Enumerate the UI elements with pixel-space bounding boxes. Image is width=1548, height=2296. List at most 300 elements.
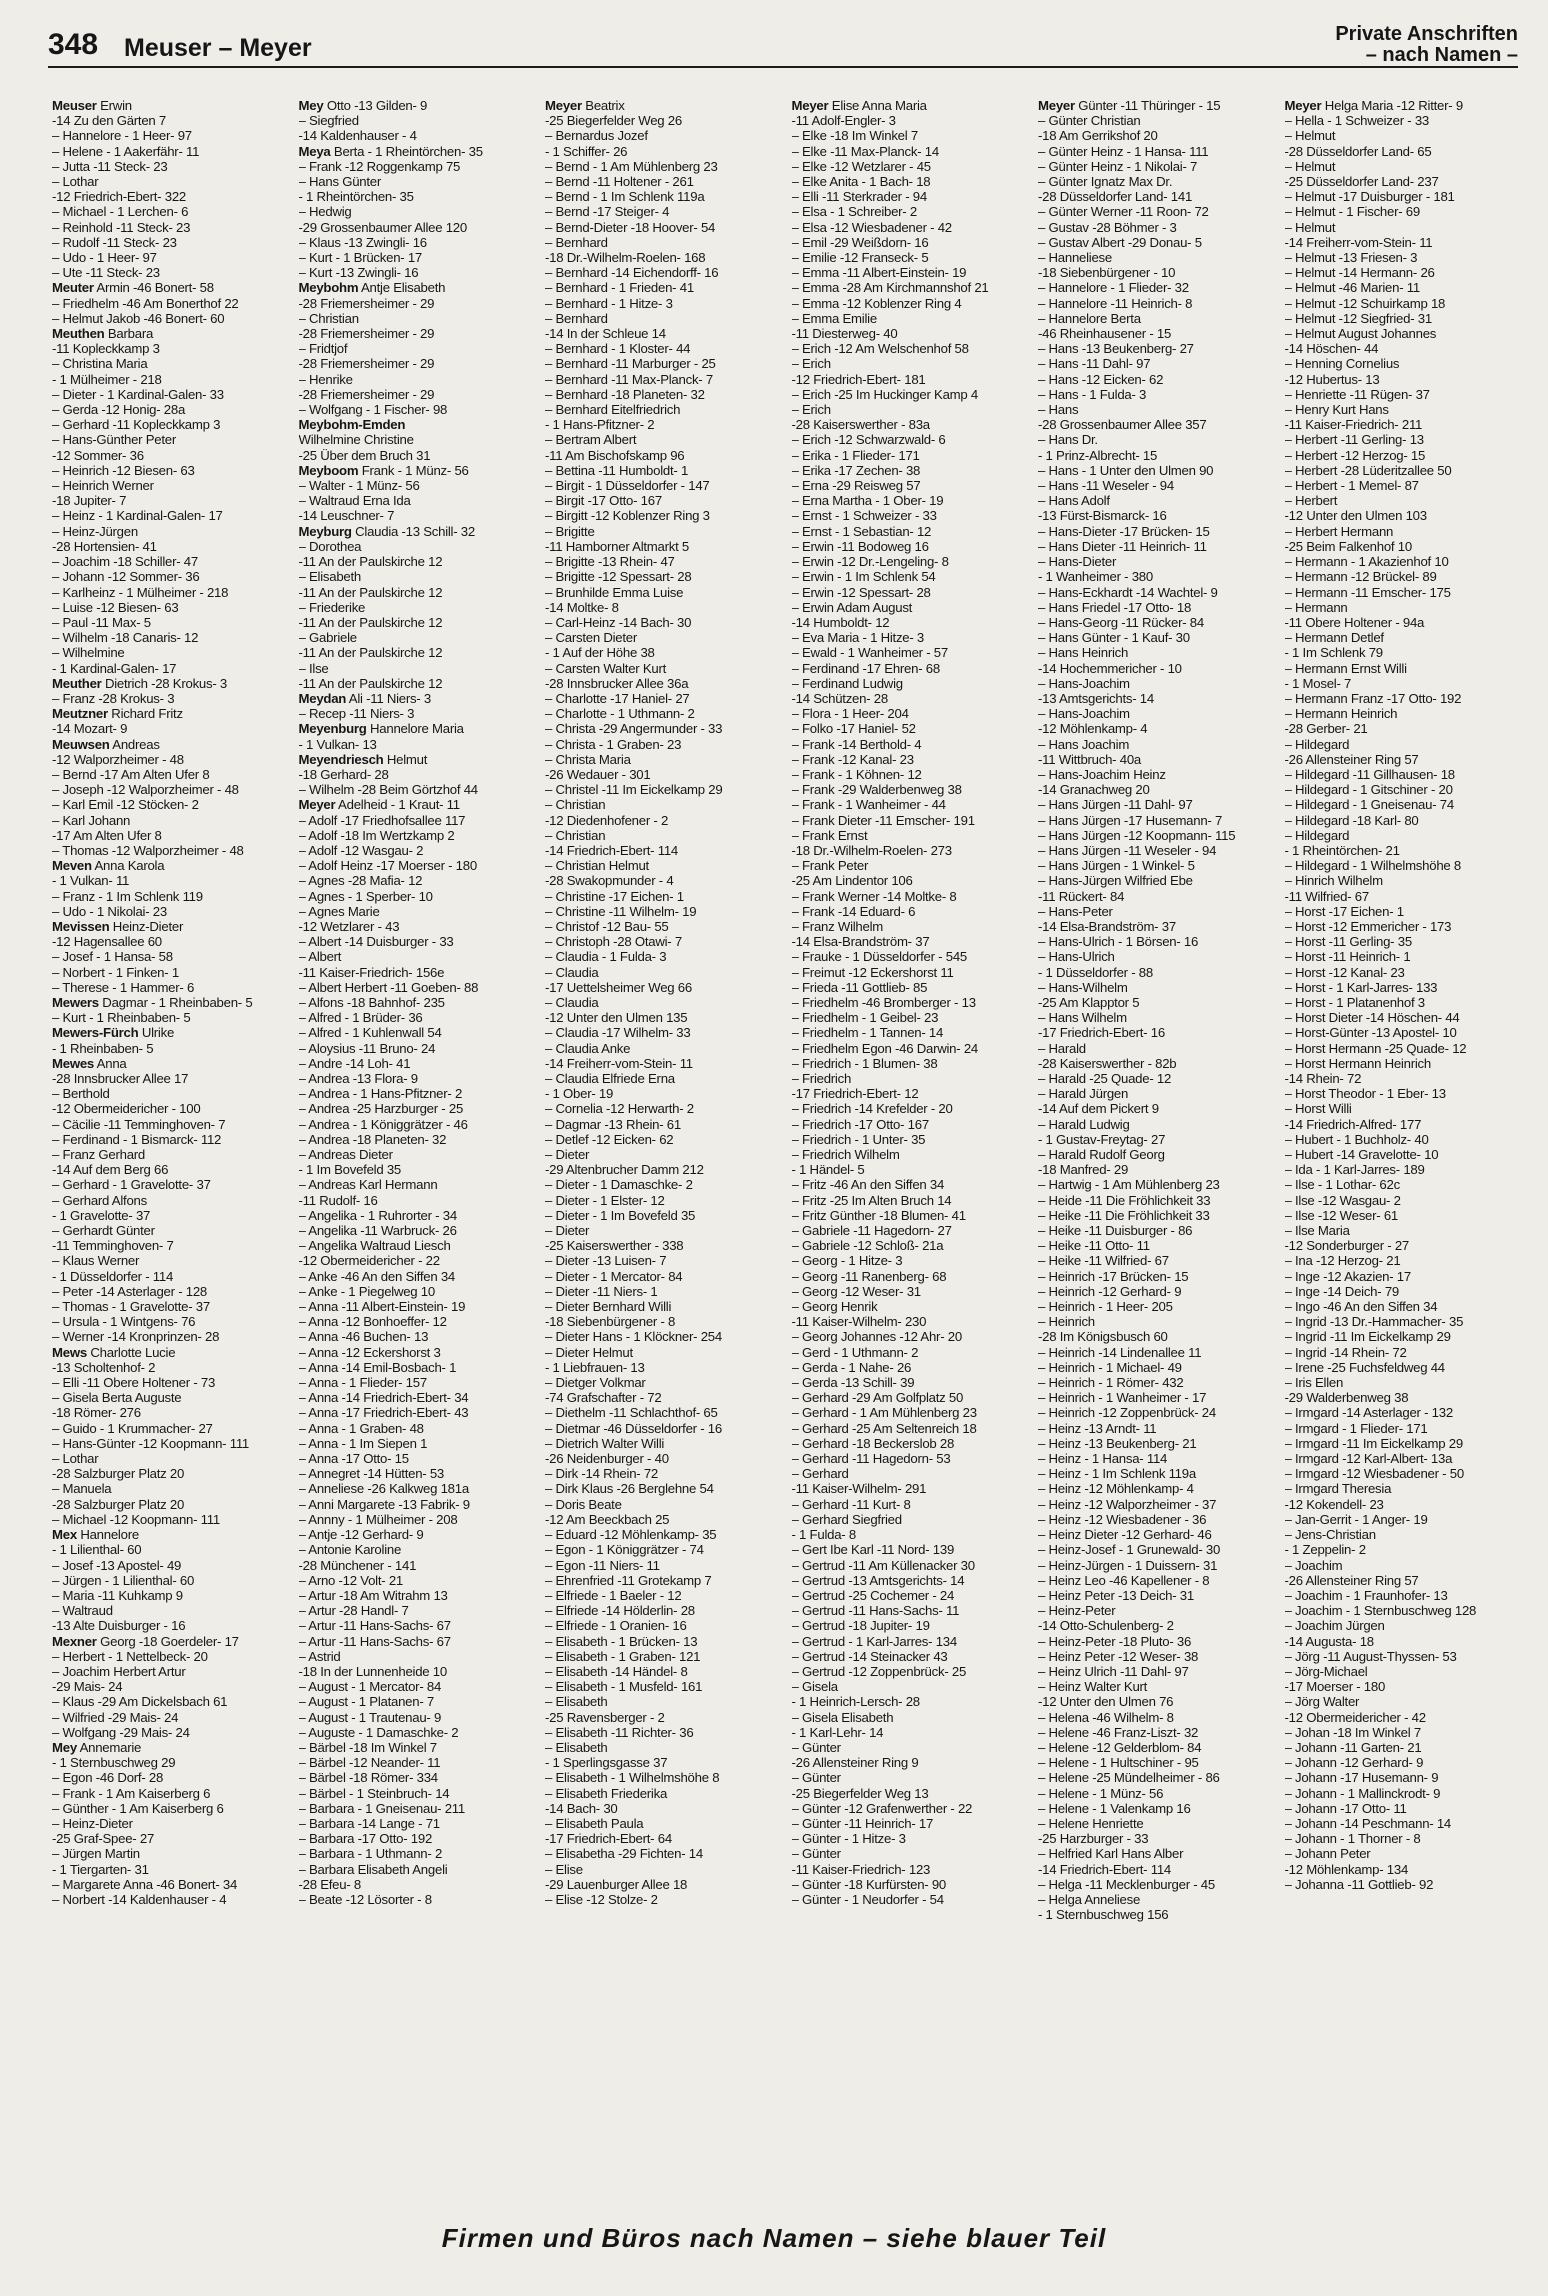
directory-entry: – Charlotte - 1 Uthmann- 2 <box>545 706 695 722</box>
directory-entry: -12 Obermeidericher - 22 <box>298 1253 440 1269</box>
directory-entry: – Auguste - 1 Damaschke- 2 <box>298 1724 459 1740</box>
directory-entry: – Heinz Leo -46 Kapellener - 8 <box>1038 1572 1210 1588</box>
directory-entry: – Johann Peter <box>1284 1846 1371 1862</box>
directory-entry: – Helmut <box>1284 158 1336 174</box>
directory-entry: -11 An der Paulskirche 12 <box>298 584 443 600</box>
directory-entry: – Anke - 1 Piegelweg 10 <box>298 1283 435 1299</box>
directory-entry: – Irmgard -11 Im Eickelkamp 29 <box>1284 1435 1463 1451</box>
directory-entry: -14 Freiherr-vom-Stein- 11 <box>545 1055 693 1071</box>
directory-entry: – Anna -12 Eckershorst 3 <box>298 1344 441 1360</box>
directory-entry: – Artur -28 Handl- 7 <box>298 1603 409 1619</box>
directory-entry: – Norbert - 1 Finken- 1 <box>52 964 179 980</box>
directory-entry: -11 Kaiser-Wilhelm- 291 <box>791 1481 927 1497</box>
directory-entry: – Margarete Anna -46 Bonert- 34 <box>52 1876 238 1892</box>
directory-entry: – Bettina -11 Humboldt- 1 <box>545 462 689 478</box>
directory-entry: – Gerda -13 Schill- 39 <box>791 1375 915 1391</box>
directory-entry: -26 Neidenburger - 40 <box>545 1451 669 1467</box>
directory-entry: -11 Kaiser-Friedrich- 156e <box>298 964 445 980</box>
directory-entry: -28 Salzburger Platz 20 <box>52 1496 185 1512</box>
directory-entry: – Erwin - 1 Im Schlenk 54 <box>791 569 936 585</box>
directory-entry: -13 Alte Duisburger - 16 <box>52 1618 186 1634</box>
directory-entry: – Heinz-Jürgen <box>52 523 138 539</box>
directory-entry: – Anna - 1 Im Siepen 1 <box>298 1435 428 1451</box>
directory-entry: – Ida - 1 Karl-Jarres- 189 <box>1284 1162 1425 1178</box>
directory-entry: -17 Moerser - 180 <box>1284 1679 1386 1695</box>
directory-entry: -25 Beim Falkenhof 10 <box>1284 538 1412 554</box>
directory-entry: – Hannelore -11 Heinrich- 8 <box>1038 295 1193 311</box>
directory-entry: -25 Biegerfelder Weg 26 <box>545 113 682 129</box>
directory-entry: -26 Allensteiner Ring 57 <box>1284 1572 1419 1588</box>
directory-entry: -14 Friedrich-Ebert- 114 <box>1038 1861 1172 1877</box>
directory-entry: – Adolf -17 Friedhofsallee 117 <box>298 812 466 828</box>
directory-entry: – Lothar <box>52 174 99 190</box>
directory-entry: – Harald Ludwig <box>1038 1116 1130 1132</box>
directory-entry: – Ingrid -14 Rhein- 72 <box>1284 1344 1407 1360</box>
directory-entry: - 1 Liebfrauen- 13 <box>545 1359 645 1375</box>
directory-entry: – Hartwig - 1 Am Mühlenberg 23 <box>1038 1177 1220 1193</box>
directory-entry: – Flora - 1 Heer- 204 <box>791 706 909 722</box>
directory-entry: – Heinz-Josef - 1 Grunewald- 30 <box>1038 1542 1221 1558</box>
directory-entry: – Ilse <box>298 660 329 676</box>
directory-entry: – Erna Martha - 1 Ober- 19 <box>791 493 944 509</box>
directory-entry: – Birgitt -12 Koblenzer Ring 3 <box>545 508 710 524</box>
directory-entry: -14 Otto-Schulenberg- 2 <box>1038 1618 1174 1634</box>
directory-entry: -14 Hochemmericher - 10 <box>1038 660 1182 676</box>
directory-entry: – Jörg-Michael <box>1284 1663 1368 1679</box>
directory-entry: – Jörg -11 August-Thyssen- 53 <box>1284 1648 1457 1664</box>
directory-entry: – Elisabeth <box>545 1739 608 1755</box>
directory-entry: Meybohm-Emden <box>298 417 406 433</box>
directory-entry: Mewes Anna <box>52 1055 127 1071</box>
directory-entry: Meyburg Claudia -13 Schill- 32 <box>298 523 475 539</box>
directory-entry: – Udo - 1 Heer- 97 <box>52 250 157 266</box>
directory-entry: – Elisabeth - 1 Graben- 121 <box>545 1648 701 1664</box>
directory-entry: -18 Am Gerrikshof 20 <box>1038 128 1158 144</box>
directory-entry: - 1 Rheintörchen- 21 <box>1284 842 1400 858</box>
directory-entry: – Klaus Werner <box>52 1253 140 1269</box>
directory-entry: – Karlheinz - 1 Mülheimer - 218 <box>52 584 229 600</box>
directory-entry: – Günter -11 Heinrich- 17 <box>791 1815 934 1831</box>
directory-entry: – Friedhelm -46 Bromberger - 13 <box>791 994 976 1010</box>
directory-entry: - 1 Zeppelin- 2 <box>1284 1542 1366 1558</box>
directory-entry: – Christoph -28 Otawi- 7 <box>545 934 682 950</box>
directory-entry: – Christian <box>545 797 606 813</box>
directory-entry: – Bernd -17 Steiger- 4 <box>545 204 670 220</box>
directory-entry: -17 Uettelsheimer Weg 66 <box>545 979 692 995</box>
directory-entry: – Gerda - 1 Nahe- 26 <box>791 1359 912 1375</box>
directory-entry: – Heinrich <box>1038 1314 1095 1330</box>
directory-entry: – Erika -17 Zechen- 38 <box>791 462 921 478</box>
directory-entry: – Hermann Franz -17 Otto- 192 <box>1284 690 1462 706</box>
directory-entry: – Elisabeth <box>545 1694 608 1710</box>
directory-entry: - 1 Sternbuschweg 29 <box>52 1755 176 1771</box>
directory-entry: – Ernst - 1 Schweizer - 33 <box>791 508 937 524</box>
directory-entry: – Helmut -12 Schuirkamp 18 <box>1284 295 1446 311</box>
directory-entry: Meuthen Barbara <box>52 326 154 342</box>
directory-entry: – Jörg Walter <box>1284 1694 1360 1710</box>
directory-entry: – Emma -12 Koblenzer Ring 4 <box>791 295 962 311</box>
directory-entry: – Josef -13 Apostel- 49 <box>52 1557 182 1573</box>
directory-entry: – Christina Maria <box>52 356 148 372</box>
directory-entry: – Andrea - 1 Königgrätzer - 46 <box>298 1116 468 1132</box>
directory-entry: -28 Kaiserswerther - 82b <box>1038 1055 1177 1071</box>
directory-entry: – Erwin -12 Dr.-Lengeling- 8 <box>791 554 949 570</box>
directory-entry: – Gerhard -25 Am Seltenreich 18 <box>791 1420 977 1436</box>
directory-entry: – Andreas Dieter <box>298 1147 393 1163</box>
directory-entry: – Christian <box>298 310 359 326</box>
directory-entry: – Anna - 1 Graben- 48 <box>298 1420 424 1436</box>
directory-entry: – Claudia - 1 Fulda- 3 <box>545 949 667 965</box>
directory-entry: – Helmut -12 Siegfried- 31 <box>1284 310 1432 326</box>
directory-entry: – Heinz -12 Möhlenkamp- 4 <box>1038 1481 1194 1497</box>
directory-entry: – Maria -11 Kuhkamp 9 <box>52 1587 183 1603</box>
directory-entry: – Dieter Helmut <box>545 1344 633 1360</box>
directory-entry: – Helga Anneliese <box>1038 1891 1141 1907</box>
directory-entry: – Horst Theodor - 1 Eber- 13 <box>1284 1086 1446 1102</box>
directory-entry: – Hans <box>1038 402 1079 418</box>
directory-entry: – Helmut -17 Duisburger - 181 <box>1284 189 1455 205</box>
directory-entry: – Dietger Volkmar <box>545 1375 646 1391</box>
directory-entry: – Heinrich -12 Gerhard- 9 <box>1038 1283 1182 1299</box>
directory-entry: – Heinz Ulrich -11 Dahl- 97 <box>1038 1663 1189 1679</box>
directory-entry: – Gerhard -18 Beckerslob 28 <box>791 1435 955 1451</box>
directory-entry: – Horst -11 Heinrich- 1 <box>1284 949 1411 965</box>
directory-entry: – Elke -18 Im Winkel 7 <box>791 128 918 144</box>
directory-entry: – Frank -29 Walderbenweg 38 <box>791 782 962 798</box>
directory-entry: -11 Temminghoven- 7 <box>52 1238 174 1254</box>
directory-entry: – Barbara -17 Otto- 192 <box>298 1831 433 1847</box>
directory-entry: -12 Sonderburger - 27 <box>1284 1238 1410 1254</box>
directory-entry: – Heinrich Werner <box>52 478 154 494</box>
directory-entry: – Adolf -12 Wasgau- 2 <box>298 842 424 858</box>
directory-entry: – Herbert - 1 Memel- 87 <box>1284 478 1419 494</box>
directory-entry: – Antonie Karoline <box>298 1542 402 1558</box>
directory-entry: – Bärbel -18 Römer- 334 <box>298 1770 438 1786</box>
directory-entry: – Bernd -17 Am Alten Ufer 8 <box>52 766 210 782</box>
directory-entry: – Birgit - 1 Düsseldorfer - 147 <box>545 478 710 494</box>
directory-entry: – Horst - 1 Platanenhof 3 <box>1284 994 1425 1010</box>
directory-entry: -14 Friedrich-Ebert- 114 <box>545 842 679 858</box>
directory-entry: – Paul -11 Max- 5 <box>52 614 151 630</box>
directory-entry: – Georg - 1 Hitze- 3 <box>791 1253 903 1269</box>
directory-entry: Meyer Helga Maria -12 Ritter- 9 <box>1284 98 1463 113</box>
directory-entry: – Hans Dr. <box>1038 432 1098 448</box>
directory-entry: – Erika - 1 Flieder- 171 <box>791 447 920 463</box>
directory-entry: – Erich -12 Schwarzwald- 6 <box>791 432 946 448</box>
directory-entry: Meyer Elise Anna Maria <box>791 98 927 113</box>
directory-entry: -28 Im Königsbusch 60 <box>1038 1329 1168 1345</box>
directory-entry: – Horst - 1 Karl-Jarres- 133 <box>1284 979 1438 995</box>
directory-entry: -14 Humboldt- 12 <box>791 614 890 630</box>
directory-entry: Meyer Günter -11 Thüringer - 15 <box>1038 98 1221 113</box>
directory-entry: -17 Friedrich-Ebert- 16 <box>1038 1025 1165 1041</box>
directory-entry: – Christa - 1 Graben- 23 <box>545 736 682 752</box>
directory-entry: – Hans Günter <box>298 174 382 190</box>
directory-entry: – Andrea -13 Flora- 9 <box>298 1071 418 1086</box>
page-header <box>48 24 1518 68</box>
directory-entry: - 1 Sternbuschweg 156 <box>1038 1907 1169 1923</box>
directory-entry: – Hans-Günter -12 Koopmann- 111 <box>52 1435 250 1451</box>
directory-entry: – Artur -11 Hans-Sachs- 67 <box>298 1618 451 1634</box>
directory-entry: – Henrike <box>298 371 353 387</box>
directory-entry: -17 Friedrich-Ebert- 12 <box>791 1086 919 1102</box>
directory-entry: – Hanneliese <box>1038 250 1112 266</box>
directory-entry: – Erna -29 Reisweg 57 <box>791 478 921 494</box>
directory-entry: – Heinrich -17 Brücken- 15 <box>1038 1268 1189 1284</box>
directory-entry: – Anna -17 Otto- 15 <box>298 1451 409 1467</box>
directory-entry: -12 Kokendell- 23 <box>1284 1496 1384 1512</box>
directory-column-1 <box>52 98 285 2224</box>
directory-entry: – Rudolf -11 Steck- 23 <box>52 234 177 250</box>
directory-entry: -11 Wilfried- 67 <box>1284 888 1369 904</box>
directory-entry: – Hans Jürgen -17 Husemann- 7 <box>1038 812 1223 828</box>
directory-entry: – Bernhard Eitelfriedrich <box>545 402 681 418</box>
directory-entry: – Waltraud <box>52 1603 113 1619</box>
directory-entry: – Gustav Albert -29 Donau- 5 <box>1038 234 1202 250</box>
directory-entry: – Walter - 1 Münz- 56 <box>298 478 420 494</box>
directory-entry: -26 Allensteiner Ring 9 <box>791 1755 919 1771</box>
directory-entry: – Bernd -11 Holtener - 261 <box>545 174 694 190</box>
directory-entry: – Gerhard - 1 Gravelotte- 37 <box>52 1177 211 1193</box>
directory-entry: -12 Unter den Ulmen 135 <box>545 1010 688 1026</box>
directory-entry: – Heinrich -12 Zoppenbrück- 24 <box>1038 1405 1216 1421</box>
directory-entry: -29 Altenbrucher Damm 212 <box>545 1162 704 1178</box>
directory-entry: – Elli -11 Obere Holtener - 73 <box>52 1375 216 1391</box>
directory-entry: Wilhelmine Christine <box>298 432 414 448</box>
directory-entry: – Thomas -12 Walporzheimer - 48 <box>52 842 244 858</box>
directory-entry: -14 Rhein- 72 <box>1284 1071 1362 1086</box>
directory-entry: – Antje -12 Gerhard- 9 <box>298 1527 424 1543</box>
directory-entry: – Folko -17 Haniel- 52 <box>791 721 916 737</box>
directory-entry: – Emma -11 Albert-Einstein- 19 <box>791 265 967 281</box>
directory-entry: – Gustav -28 Böhmer - 3 <box>1038 219 1177 235</box>
directory-entry: – Hermann Heinrich <box>1284 706 1398 722</box>
directory-entry: - 1 Lilienthal- 60 <box>52 1542 142 1558</box>
directory-entry: – Heinz - 1 Hansa- 114 <box>1038 1451 1168 1467</box>
directory-entry: – Elsa -12 Wiesbadener - 42 <box>791 219 952 235</box>
directory-entry: – Arno -12 Volt- 21 <box>298 1572 403 1588</box>
directory-entry: -25 Graf-Spee- 27 <box>52 1831 155 1847</box>
directory-entry: – Bernhard - 1 Hitze- 3 <box>545 295 673 311</box>
directory-entry: – Lothar <box>52 1451 99 1467</box>
directory-entry: – Heinrich - 1 Wanheimer - 17 <box>1038 1390 1207 1406</box>
directory-entry: – Anna -14 Emil-Bosbach- 1 <box>298 1359 457 1375</box>
directory-entry: – Heinz Peter -13 Deich- 31 <box>1038 1587 1194 1603</box>
directory-entry: -12 Unter den Ulmen 103 <box>1284 508 1427 524</box>
directory-entry: – Hermann - 1 Akazienhof 10 <box>1284 554 1449 570</box>
directory-entry: -28 Salzburger Platz 20 <box>52 1466 185 1482</box>
directory-entry: – Horst-Günter -13 Apostel- 10 <box>1284 1025 1457 1041</box>
directory-entry: – Johann -12 Gerhard- 9 <box>1284 1755 1424 1771</box>
directory-entry: – Cäcilie -11 Temminghoven- 7 <box>52 1116 226 1132</box>
directory-entry: – Claudia Anke <box>545 1040 631 1056</box>
directory-entry: – Ilse -12 Wasgau- 2 <box>1284 1192 1401 1208</box>
directory-entry: – Franz -28 Krokus- 3 <box>52 690 175 706</box>
directory-entry: – Helene - 1 Aakerfähr- 11 <box>52 143 200 159</box>
directory-entry: – Luise -12 Biesen- 63 <box>52 599 179 615</box>
directory-entry: – Ute -11 Steck- 23 <box>52 265 160 281</box>
directory-entry: – Egon - 1 Königgrätzer - 74 <box>545 1542 704 1558</box>
directory-entry: – Anna -14 Friedrich-Ebert- 34 <box>298 1390 469 1406</box>
directory-entry: – Herbert -12 Herzog- 15 <box>1284 447 1426 463</box>
directory-entry: – Johanna -11 Gottlieb- 92 <box>1284 1876 1434 1892</box>
directory-entry: -46 Rheinhausener - 15 <box>1038 326 1172 342</box>
directory-entry: – Karl Emil -12 Stöcken- 2 <box>52 797 199 813</box>
directory-entry: – Helmut -13 Friesen- 3 <box>1284 250 1418 266</box>
directory-entry: – Bertram Albert <box>545 432 637 448</box>
directory-entry: – Hans Joachim <box>1038 736 1130 752</box>
directory-entry: -14 Granachweg 20 <box>1038 782 1150 798</box>
directory-entry: – Wolfgang -29 Mais- 24 <box>52 1724 190 1740</box>
directory-entry: – Emil -29 Weißdorn- 16 <box>791 234 929 250</box>
directory-entry: – Norbert -14 Kaldenhauser - 4 <box>52 1891 227 1907</box>
directory-entry: – Christof -12 Bau- 55 <box>545 918 669 934</box>
directory-entry: – Claudia <box>545 964 599 980</box>
directory-entry: – Joseph -12 Walporzheimer - 48 <box>52 782 239 798</box>
directory-entry: -11 Wittbruch- 40a <box>1038 751 1141 767</box>
directory-entry: – Jens-Christian <box>1284 1527 1376 1543</box>
directory-entry: – Günther - 1 Am Kaiserberg 6 <box>52 1800 224 1816</box>
directory-entry: – Elise -12 Stolze- 2 <box>545 1891 658 1907</box>
directory-entry: – Jürgen - 1 Lilienthal- 60 <box>52 1572 195 1588</box>
directory-entry: - 1 Händel- 5 <box>791 1162 865 1178</box>
directory-entry: – Anna - 1 Flieder- 157 <box>298 1375 427 1391</box>
directory-entry: Meydan Ali -11 Niers- 3 <box>298 690 432 706</box>
directory-entry: – Gertrud -18 Jupiter- 19 <box>791 1618 930 1634</box>
directory-entry: – Helmut - 1 Fischer- 69 <box>1284 204 1420 220</box>
directory-entry: -17 Am Alten Ufer 8 <box>52 827 162 843</box>
directory-entry: -14 Schützen- 28 <box>791 690 888 706</box>
directory-entry: -12 Wetzlarer - 43 <box>298 918 400 934</box>
directory-entry: – Ferdinand -17 Ehren- 68 <box>791 660 940 676</box>
directory-entry: – Josef - 1 Hansa- 58 <box>52 949 173 965</box>
directory-entry: Meuther Dietrich -28 Krokus- 3 <box>52 675 227 691</box>
directory-entry: – Iris Ellen <box>1284 1375 1344 1391</box>
directory-entry: -12 Hubertus- 13 <box>1284 371 1380 387</box>
directory-entry: – Hermann Ernst Willi <box>1284 660 1407 676</box>
directory-entry: – Gabriele -12 Schloß- 21a <box>791 1238 944 1254</box>
directory-entry: - 1 Mosel- 7 <box>1284 675 1352 691</box>
directory-entry: – Frank -12 Roggenkamp 75 <box>298 158 461 174</box>
directory-entry: – Hans-Joachim <box>1038 706 1130 722</box>
directory-entry: – Gerhardt Günter <box>52 1223 155 1239</box>
directory-entry: – Carl-Heinz -14 Bach- 30 <box>545 614 692 630</box>
directory-entry: – Heinrich - 1 Heer- 205 <box>1038 1299 1173 1315</box>
directory-entry: – Christine -11 Wilhelm- 19 <box>545 903 697 919</box>
directory-entry: – Heinz-Dieter <box>52 1815 133 1831</box>
directory-entry: Meyenburg Hannelore Maria <box>298 721 464 737</box>
directory-entry: – Gerhard - 1 Am Mühlenberg 23 <box>791 1405 977 1421</box>
directory-entry: – Wilhelmine <box>52 645 125 661</box>
directory-entry: – Joachim - 1 Fraunhofer- 13 <box>1284 1587 1448 1603</box>
directory-entry: – Helmut <box>1284 219 1336 235</box>
directory-entry: – Helfried Karl Hans Alber <box>1038 1846 1184 1862</box>
directory-entry: – Bernhard -14 Eichendorff- 16 <box>545 265 719 281</box>
directory-entry: – Adolf Heinz -17 Moerser - 180 <box>298 858 477 874</box>
directory-entry: – Günter Werner -11 Roon- 72 <box>1038 204 1209 220</box>
directory-entry: – Hans-Günther Peter <box>52 432 177 448</box>
directory-entry: – Barbara - 1 Gneisenau- 211 <box>298 1800 465 1816</box>
directory-entry: – Günter Heinz - 1 Hansa- 111 <box>1038 143 1209 159</box>
directory-entry: Meuter Armin -46 Bonert- 58 <box>52 280 214 296</box>
directory-entry: – Hella - 1 Schweizer - 33 <box>1284 113 1429 129</box>
directory-entry: – Joachim Jürgen <box>1284 1618 1385 1634</box>
directory-entry: – Ingrid -11 Im Eickelkamp 29 <box>1284 1329 1451 1345</box>
directory-entry: – Christa -29 Angermunder - 33 <box>545 721 723 737</box>
directory-entry: Mex Hannelore <box>52 1527 139 1543</box>
directory-entry: -14 Elsa-Brandström- 37 <box>1038 918 1176 934</box>
directory-entry: – Georg Johannes -12 Ahr- 20 <box>791 1329 962 1345</box>
directory-entry: – Hans Günter - 1 Kauf- 30 <box>1038 630 1190 646</box>
directory-entry: – Barbara -14 Lange - 71 <box>298 1815 440 1831</box>
directory-entry: – Heinz-Peter -18 Pluto- 36 <box>1038 1633 1192 1649</box>
directory-entry: - 1 Ober- 19 <box>545 1086 614 1102</box>
directory-entry: – Kurt - 1 Brücken- 17 <box>298 250 423 266</box>
directory-entry: -74 Grafschafter - 72 <box>545 1390 662 1406</box>
directory-entry: – Friedrich -17 Otto- 167 <box>791 1116 929 1132</box>
directory-entry: – Heike -11 Duisburger - 86 <box>1038 1223 1193 1239</box>
directory-entry: -28 Friemersheimer - 29 <box>298 295 435 311</box>
directory-entry: – Franz Wilhelm <box>791 918 884 934</box>
directory-entry: Meven Anna Karola <box>52 858 165 874</box>
directory-entry: – Georg -11 Ranenberg- 68 <box>791 1268 947 1284</box>
directory-entry: – Ingo -46 An den Siffen 34 <box>1284 1299 1438 1315</box>
directory-entry: -28 Kaiserswerther - 83a <box>791 417 930 433</box>
directory-entry: – Heinz -12 Walporzheimer - 37 <box>1038 1496 1217 1512</box>
directory-entry: – Hubert -14 Gravelotte- 10 <box>1284 1147 1439 1163</box>
directory-entry: – Heinz - 1 Kardinal-Galen- 17 <box>52 508 223 524</box>
directory-entry: – Irene -25 Fuchsfeldweg 44 <box>1284 1359 1445 1375</box>
directory-entry: - 1 Schiffer- 26 <box>545 143 628 159</box>
directory-entry: – Henry Kurt Hans <box>1284 402 1389 418</box>
directory-entry: – Emilie -12 Franseck- 5 <box>791 250 929 266</box>
directory-entry: – Elisabeth - 1 Brücken- 13 <box>545 1633 698 1649</box>
directory-entry: – Angelika - 1 Ruhrorter - 34 <box>298 1207 457 1223</box>
directory-entry: – Michael - 1 Lerchen- 6 <box>52 204 189 220</box>
directory-entry: – Günter <box>791 1770 841 1786</box>
directory-entry: – Annny - 1 Mülheimer - 208 <box>298 1511 458 1527</box>
directory-columns <box>52 98 1517 2224</box>
directory-entry: -11 An der Paulskirche 12 <box>298 645 443 661</box>
directory-entry: – Cornelia -12 Herwarth- 2 <box>545 1101 694 1117</box>
directory-entry: – Bärbel - 1 Steinbruch- 14 <box>298 1785 450 1801</box>
directory-entry: – Günter - 1 Hitze- 3 <box>791 1831 906 1847</box>
directory-entry: -12 Walporzheimer - 48 <box>52 751 184 767</box>
directory-entry: -11 Hamborner Altmarkt 5 <box>545 538 689 554</box>
directory-entry: - 1 Gustav-Freytag- 27 <box>1038 1131 1166 1147</box>
directory-entry: – Wolfgang - 1 Fischer- 98 <box>298 402 448 418</box>
directory-entry: – Artur -18 Am Witrahm 13 <box>298 1587 448 1603</box>
directory-entry: -11 Diesterweg- 40 <box>791 326 898 342</box>
directory-entry: – Bernhard -11 Marburger - 25 <box>545 356 716 372</box>
directory-entry: – Fritz -25 Im Alten Bruch 14 <box>791 1192 952 1208</box>
directory-entry: – Ursula - 1 Wintgens- 76 <box>52 1314 196 1330</box>
directory-entry: – Frieda -11 Gottlieb- 85 <box>791 979 928 995</box>
directory-entry: – Gertrud -13 Amtsgerichts- 14 <box>791 1572 965 1588</box>
directory-entry: -18 In der Lunnenheide 10 <box>298 1663 447 1679</box>
directory-entry: -25 Über dem Bruch 31 <box>298 447 431 463</box>
directory-entry: -12 Unter den Ulmen 76 <box>1038 1694 1174 1710</box>
directory-entry: – Doris Beate <box>545 1496 622 1512</box>
directory-entry: – Gertrud -12 Zoppenbrück- 25 <box>791 1663 967 1679</box>
directory-entry: – Hans-Dieter <box>1038 554 1117 570</box>
directory-entry: – Kurt - 1 Rheinbaben- 5 <box>52 1010 191 1026</box>
directory-entry: – Ina -12 Herzog- 21 <box>1284 1253 1401 1269</box>
directory-entry: -12 Friedrich-Ebert- 181 <box>791 371 926 387</box>
directory-entry: – Dieter -13 Luisen- 7 <box>545 1253 667 1269</box>
directory-entry: -25 Ravensberger - 2 <box>545 1709 665 1725</box>
directory-entry: – August - 1 Trautenau- 9 <box>298 1709 442 1725</box>
